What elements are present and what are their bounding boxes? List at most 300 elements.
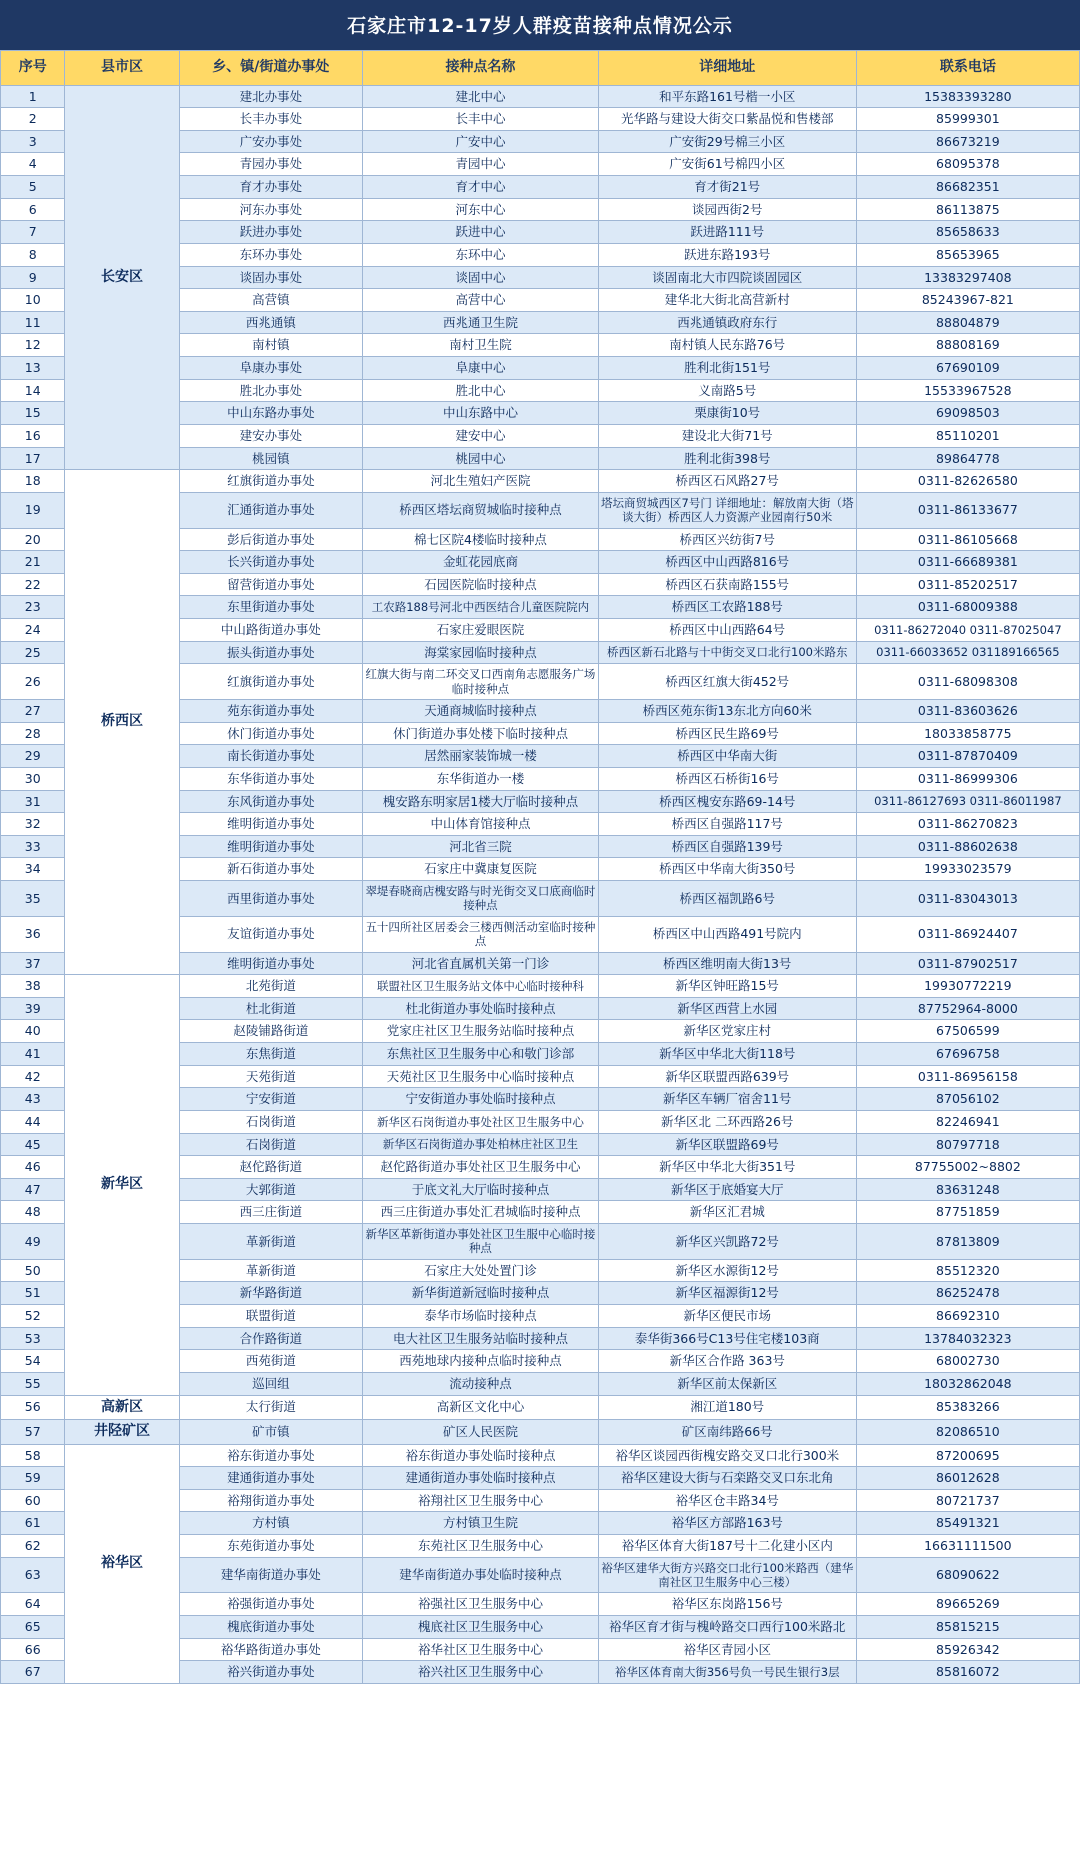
cell-street: 大郭街道 [179, 1178, 363, 1201]
cell-address: 裕华区体育南大街356号负一号民生银行3层 [598, 1661, 856, 1684]
cell-address: 桥西区工农路188号 [598, 596, 856, 619]
cell-street: 裕兴街道办事处 [179, 1661, 363, 1684]
cell-street: 建通街道办事处 [179, 1467, 363, 1490]
cell-phone: 87752964-8000 [856, 997, 1079, 1020]
cell-site-name: 新华区石岗街道办事处柏林庄社区卫生 [363, 1133, 599, 1156]
cell-site-name: 裕强社区卫生服务中心 [363, 1593, 599, 1616]
cell-address: 桥西区民生路69号 [598, 722, 856, 745]
cell-site-name: 海棠家园临时接种点 [363, 641, 599, 664]
cell-index: 42 [1, 1065, 65, 1088]
cell-address: 新华区中华北大街118号 [598, 1043, 856, 1066]
cell-phone: 85243967-821 [856, 289, 1079, 312]
cell-street: 宁安街道 [179, 1088, 363, 1111]
cell-phone: 86012628 [856, 1467, 1079, 1490]
cell-site-name: 联盟社区卫生服务站文体中心临时接种科 [363, 975, 599, 998]
cell-street: 西里街道办事处 [179, 881, 363, 917]
cell-phone: 0311-87902517 [856, 952, 1079, 975]
cell-site-name: 金虹花园底商 [363, 551, 599, 574]
cell-site-name: 裕兴社区卫生服务中心 [363, 1661, 599, 1684]
cell-phone: 0311-68098308 [856, 664, 1079, 700]
cell-phone: 0311-86127693 0311-86011987 [856, 790, 1079, 813]
cell-phone: 18033858775 [856, 722, 1079, 745]
cell-index: 5 [1, 176, 65, 199]
cell-phone: 13383297408 [856, 266, 1079, 289]
cell-street: 谈固办事处 [179, 266, 363, 289]
cell-index: 45 [1, 1133, 65, 1156]
table-row [1, 975, 1080, 998]
cell-street: 太行街道 [179, 1395, 363, 1420]
cell-phone: 67690109 [856, 357, 1079, 380]
cell-index: 26 [1, 664, 65, 700]
cell-index: 50 [1, 1259, 65, 1282]
cell-phone: 85383266 [856, 1395, 1079, 1420]
cell-phone: 85658633 [856, 221, 1079, 244]
cell-address: 新华区汇君城 [598, 1201, 856, 1224]
cell-site-name: 西兆通卫生院 [363, 311, 599, 334]
cell-index: 46 [1, 1156, 65, 1179]
cell-phone: 82246941 [856, 1110, 1079, 1133]
cell-district: 长安区 [65, 85, 179, 470]
cell-street: 东苑街道办事处 [179, 1535, 363, 1558]
cell-street: 振头街道办事处 [179, 641, 363, 664]
cell-address: 桥西区新石北路与十中街交叉口北行100米路东 [598, 641, 856, 664]
cell-address: 桥西区石风路27号 [598, 470, 856, 493]
cell-index: 47 [1, 1178, 65, 1201]
cell-address: 桥西区自强路117号 [598, 813, 856, 836]
cell-address: 育才街21号 [598, 176, 856, 199]
cell-address: 和平东路161号楷一小区 [598, 85, 856, 108]
cell-site-name: 赵佗路街道办事处社区卫生服务中心 [363, 1156, 599, 1179]
cell-phone: 86692310 [856, 1305, 1079, 1328]
cell-address: 新华区便民市场 [598, 1305, 856, 1328]
cell-address: 新华区西营上水园 [598, 997, 856, 1020]
cell-index: 53 [1, 1327, 65, 1350]
cell-index: 33 [1, 835, 65, 858]
cell-index: 12 [1, 334, 65, 357]
cell-street: 建安办事处 [179, 424, 363, 447]
cell-street: 彭后街道办事处 [179, 528, 363, 551]
cell-street: 胜北办事处 [179, 379, 363, 402]
table-row [1, 1420, 1080, 1445]
cell-address: 桥西区中华南大街 [598, 745, 856, 768]
cell-district: 井陉矿区 [65, 1420, 179, 1445]
cell-phone: 0311-86272040 0311-87025047 [856, 619, 1079, 642]
cell-index: 62 [1, 1535, 65, 1558]
cell-phone: 0311-68009388 [856, 596, 1079, 619]
cell-site-name: 新华区革新街道办事处社区卫生服中心临时接种点 [363, 1224, 599, 1260]
cell-site-name: 裕翔社区卫生服务中心 [363, 1489, 599, 1512]
cell-address: 新华区前太保新区 [598, 1372, 856, 1395]
cell-phone: 0311-87870409 [856, 745, 1079, 768]
cell-phone: 83631248 [856, 1178, 1079, 1201]
cell-address: 桥西区中华南大街350号 [598, 858, 856, 881]
cell-index: 16 [1, 424, 65, 447]
cell-phone: 68090622 [856, 1557, 1079, 1593]
cell-index: 64 [1, 1593, 65, 1616]
cell-site-name: 高新区文化中心 [363, 1395, 599, 1420]
table-header [1, 51, 1080, 86]
cell-district: 桥西区 [65, 470, 179, 975]
cell-phone: 0311-66033652 031189166565 [856, 641, 1079, 664]
cell-address: 新华区车辆厂宿舍11号 [598, 1088, 856, 1111]
cell-street: 长丰办事处 [179, 108, 363, 131]
cell-index: 57 [1, 1420, 65, 1445]
cell-phone: 85110201 [856, 424, 1079, 447]
cell-street: 高营镇 [179, 289, 363, 312]
table-row [1, 470, 1080, 493]
cell-site-name: 裕东街道办事处临时接种点 [363, 1444, 599, 1467]
cell-phone: 0311-86105668 [856, 528, 1079, 551]
cell-street: 东环办事处 [179, 243, 363, 266]
cell-phone: 0311-83603626 [856, 700, 1079, 723]
cell-address: 裕华区仓丰路34号 [598, 1489, 856, 1512]
cell-address: 桥西区自强路139号 [598, 835, 856, 858]
cell-phone: 87200695 [856, 1444, 1079, 1467]
cell-address: 桥西区红旗大街452号 [598, 664, 856, 700]
cell-index: 7 [1, 221, 65, 244]
cell-street: 联盟街道 [179, 1305, 363, 1328]
cell-index: 63 [1, 1557, 65, 1593]
cell-site-name: 棉七区院4楼临时接种点 [363, 528, 599, 551]
cell-street: 东焦街道 [179, 1043, 363, 1066]
cell-site-name: 青园中心 [363, 153, 599, 176]
cell-street: 中山东路办事处 [179, 402, 363, 425]
cell-site-name: 中山体育馆接种点 [363, 813, 599, 836]
cell-phone: 89864778 [856, 447, 1079, 470]
cell-street: 育才办事处 [179, 176, 363, 199]
cell-address: 新华区联盟西路639号 [598, 1065, 856, 1088]
cell-street: 东风街道办事处 [179, 790, 363, 813]
cell-site-name: 石家庄中冀康复医院 [363, 858, 599, 881]
cell-address: 义南路5号 [598, 379, 856, 402]
cell-street: 红旗街道办事处 [179, 470, 363, 493]
cell-phone: 68002730 [856, 1350, 1079, 1373]
cell-phone: 19930772219 [856, 975, 1079, 998]
cell-street: 西三庄街道 [179, 1201, 363, 1224]
cell-site-name: 育才中心 [363, 176, 599, 199]
cell-index: 37 [1, 952, 65, 975]
cell-phone: 88808169 [856, 334, 1079, 357]
cell-street: 石岗街道 [179, 1110, 363, 1133]
cell-address: 桥西区中山西路816号 [598, 551, 856, 574]
cell-site-name: 红旗大街与南二环交叉口西南角志愿服务广场临时接种点 [363, 664, 599, 700]
cell-index: 54 [1, 1350, 65, 1373]
cell-street: 青园办事处 [179, 153, 363, 176]
cell-site-name: 工农路188号河北中西医结合儿童医院院内 [363, 596, 599, 619]
cell-address: 胜利北街398号 [598, 447, 856, 470]
cell-street: 阜康办事处 [179, 357, 363, 380]
cell-phone: 80797718 [856, 1133, 1079, 1156]
cell-index: 22 [1, 573, 65, 596]
cell-address: 新华区兴凯路72号 [598, 1224, 856, 1260]
cell-address: 新华区于底婚宴大厅 [598, 1178, 856, 1201]
cell-district: 高新区 [65, 1395, 179, 1420]
cell-index: 6 [1, 198, 65, 221]
cell-address: 裕华区建设大街与石栾路交叉口东北角 [598, 1467, 856, 1490]
cell-street: 合作路街道 [179, 1327, 363, 1350]
cell-street: 东华街道办事处 [179, 767, 363, 790]
column-header-site-name: 接种点名称 [363, 51, 599, 86]
cell-street: 西兆通镇 [179, 311, 363, 334]
cell-index: 4 [1, 153, 65, 176]
cell-site-name: 东焦社区卫生服务中心和敬门诊部 [363, 1043, 599, 1066]
cell-site-name: 建北中心 [363, 85, 599, 108]
cell-street: 南村镇 [179, 334, 363, 357]
cell-street: 跃进办事处 [179, 221, 363, 244]
cell-address: 新华区北 二环西路26号 [598, 1110, 856, 1133]
cell-site-name: 建华南街道办事处临时接种点 [363, 1557, 599, 1593]
cell-address: 裕华区东岗路156号 [598, 1593, 856, 1616]
cell-index: 25 [1, 641, 65, 664]
cell-index: 52 [1, 1305, 65, 1328]
cell-site-name: 石园医院临时接种点 [363, 573, 599, 596]
cell-phone: 85653965 [856, 243, 1079, 266]
cell-site-name: 天通商城临时接种点 [363, 700, 599, 723]
cell-address: 谈园西街2号 [598, 198, 856, 221]
cell-street: 南长街道办事处 [179, 745, 363, 768]
cell-site-name: 矿区人民医院 [363, 1420, 599, 1445]
cell-index: 14 [1, 379, 65, 402]
cell-address: 光华路与建设大街交口紫晶悦和售楼部 [598, 108, 856, 131]
cell-index: 67 [1, 1661, 65, 1684]
cell-street: 维明街道办事处 [179, 952, 363, 975]
table-row [1, 85, 1080, 108]
column-header-district: 县市区 [65, 51, 179, 86]
cell-site-name: 石家庄爱眼医院 [363, 619, 599, 642]
cell-address: 裕华区育才街与槐岭路交口西行100米路北 [598, 1616, 856, 1639]
cell-street: 槐底街道办事处 [179, 1616, 363, 1639]
cell-address: 桥西区中山西路64号 [598, 619, 856, 642]
cell-district: 裕华区 [65, 1444, 179, 1683]
cell-phone: 67696758 [856, 1043, 1079, 1066]
cell-address: 新华区钟旺路15号 [598, 975, 856, 998]
cell-index: 13 [1, 357, 65, 380]
cell-index: 38 [1, 975, 65, 998]
cell-site-name: 党家庄社区卫生服务站临时接种点 [363, 1020, 599, 1043]
cell-index: 43 [1, 1088, 65, 1111]
cell-site-name: 阜康中心 [363, 357, 599, 380]
cell-address: 裕华区体育大街187号十二化建小区内 [598, 1535, 856, 1558]
cell-index: 29 [1, 745, 65, 768]
cell-address: 新华区合作路 363号 [598, 1350, 856, 1373]
cell-site-name: 电大社区卫生服务站临时接种点 [363, 1327, 599, 1350]
cell-index: 66 [1, 1638, 65, 1661]
cell-site-name: 中山东路中心 [363, 402, 599, 425]
cell-phone: 13784032323 [856, 1327, 1079, 1350]
cell-site-name: 裕华社区卫生服务中心 [363, 1638, 599, 1661]
cell-street: 革新街道 [179, 1259, 363, 1282]
table-row [1, 1444, 1080, 1467]
cell-address: 桥西区石获南路155号 [598, 573, 856, 596]
cell-address: 裕华区方部路163号 [598, 1512, 856, 1535]
cell-index: 15 [1, 402, 65, 425]
cell-index: 40 [1, 1020, 65, 1043]
cell-site-name: 翠堤春晓商店槐安路与时光街交叉口底商临时接种点 [363, 881, 599, 917]
cell-phone: 68095378 [856, 153, 1079, 176]
cell-phone: 87056102 [856, 1088, 1079, 1111]
cell-site-name: 河北生殖妇产医院 [363, 470, 599, 493]
cell-index: 24 [1, 619, 65, 642]
cell-index: 28 [1, 722, 65, 745]
cell-district: 新华区 [65, 975, 179, 1395]
cell-address: 新华区水源街12号 [598, 1259, 856, 1282]
cell-index: 65 [1, 1616, 65, 1639]
cell-phone: 85512320 [856, 1259, 1079, 1282]
cell-street: 赵佗路街道 [179, 1156, 363, 1179]
cell-phone: 85815215 [856, 1616, 1079, 1639]
cell-phone: 86252478 [856, 1282, 1079, 1305]
cell-street: 矿市镇 [179, 1420, 363, 1445]
cell-phone: 15533967528 [856, 379, 1079, 402]
cell-address: 广安街61号棉四小区 [598, 153, 856, 176]
cell-phone: 16631111500 [856, 1535, 1079, 1558]
cell-site-name: 高营中心 [363, 289, 599, 312]
cell-site-name: 流动接种点 [363, 1372, 599, 1395]
cell-index: 21 [1, 551, 65, 574]
cell-phone: 0311-88602638 [856, 835, 1079, 858]
cell-address: 裕华区青园小区 [598, 1638, 856, 1661]
cell-street: 新石街道办事处 [179, 858, 363, 881]
cell-site-name: 河东中心 [363, 198, 599, 221]
cell-address: 湘江道180号 [598, 1395, 856, 1420]
cell-phone: 82086510 [856, 1420, 1079, 1445]
cell-street: 桃园镇 [179, 447, 363, 470]
cell-phone: 0311-83043013 [856, 881, 1079, 917]
cell-index: 19 [1, 492, 65, 528]
cell-address: 桥西区福凯路6号 [598, 881, 856, 917]
column-header-street: 乡、镇/街道办事处 [179, 51, 363, 86]
cell-address: 桥西区苑东街13东北方向60米 [598, 700, 856, 723]
cell-phone: 85816072 [856, 1661, 1079, 1684]
cell-street: 新华路街道 [179, 1282, 363, 1305]
cell-phone: 0311-86999306 [856, 767, 1079, 790]
cell-index: 20 [1, 528, 65, 551]
cell-street: 裕强街道办事处 [179, 1593, 363, 1616]
cell-site-name: 槐底社区卫生服务中心 [363, 1616, 599, 1639]
cell-site-name: 建通街道办事处临时接种点 [363, 1467, 599, 1490]
cell-index: 17 [1, 447, 65, 470]
cell-site-name: 谈固中心 [363, 266, 599, 289]
cell-site-name: 南村卫生院 [363, 334, 599, 357]
cell-street: 中山路街道办事处 [179, 619, 363, 642]
table-row [1, 1395, 1080, 1420]
cell-index: 36 [1, 916, 65, 952]
cell-site-name: 长丰中心 [363, 108, 599, 131]
cell-site-name: 广安中心 [363, 130, 599, 153]
cell-phone: 86673219 [856, 130, 1079, 153]
cell-address: 新华区党家庄村 [598, 1020, 856, 1043]
cell-site-name: 杜北街道办事处临时接种点 [363, 997, 599, 1020]
cell-address: 胜利北街151号 [598, 357, 856, 380]
cell-phone: 0311-86956158 [856, 1065, 1079, 1088]
cell-index: 10 [1, 289, 65, 312]
cell-phone: 87751859 [856, 1201, 1079, 1224]
cell-street: 红旗街道办事处 [179, 664, 363, 700]
cell-site-name: 五十四所社区居委会三楼西侧活动室临时接种点 [363, 916, 599, 952]
cell-street: 杜北街道 [179, 997, 363, 1020]
cell-site-name: 休门街道办事处楼下临时接种点 [363, 722, 599, 745]
cell-site-name: 宁安街道办事处临时接种点 [363, 1088, 599, 1111]
cell-phone: 67506599 [856, 1020, 1079, 1043]
cell-address: 建设北大街71号 [598, 424, 856, 447]
cell-phone: 19933023579 [856, 858, 1079, 881]
cell-index: 18 [1, 470, 65, 493]
cell-site-name: 河北省三院 [363, 835, 599, 858]
cell-phone: 85999301 [856, 108, 1079, 131]
cell-phone: 85926342 [856, 1638, 1079, 1661]
cell-phone: 0311-86133677 [856, 492, 1079, 528]
cell-index: 56 [1, 1395, 65, 1420]
cell-phone: 0311-85202517 [856, 573, 1079, 596]
cell-phone: 0311-86270823 [856, 813, 1079, 836]
cell-index: 61 [1, 1512, 65, 1535]
cell-street: 革新街道 [179, 1224, 363, 1260]
cell-index: 30 [1, 767, 65, 790]
cell-site-name: 西三庄街道办事处汇君城临时接种点 [363, 1201, 599, 1224]
cell-street: 西苑街道 [179, 1350, 363, 1373]
cell-street: 苑东街道办事处 [179, 700, 363, 723]
cell-address: 桥西区中山西路491号院内 [598, 916, 856, 952]
cell-phone: 86113875 [856, 198, 1079, 221]
cell-address: 塔坛商贸城西区7号门 详细地址：解放南大街（塔谈大街）桥西区人力资源产业园南行50米 [598, 492, 856, 528]
cell-index: 8 [1, 243, 65, 266]
cell-site-name: 东华街道办一楼 [363, 767, 599, 790]
cell-phone: 0311-86924407 [856, 916, 1079, 952]
cell-index: 31 [1, 790, 65, 813]
cell-index: 27 [1, 700, 65, 723]
cell-street: 方村镇 [179, 1512, 363, 1535]
cell-address: 跃进路111号 [598, 221, 856, 244]
cell-index: 58 [1, 1444, 65, 1467]
cell-site-name: 桃园中心 [363, 447, 599, 470]
cell-site-name: 新华区石岗街道办事处社区卫生服务中心 [363, 1110, 599, 1133]
cell-street: 东里街道办事处 [179, 596, 363, 619]
cell-index: 23 [1, 596, 65, 619]
cell-index: 55 [1, 1372, 65, 1395]
cell-phone: 87755002~8802 [856, 1156, 1079, 1179]
cell-street: 巡回组 [179, 1372, 363, 1395]
cell-phone: 85491321 [856, 1512, 1079, 1535]
cell-address: 新华区中华北大街351号 [598, 1156, 856, 1179]
cell-site-name: 东环中心 [363, 243, 599, 266]
cell-site-name: 方村镇卫生院 [363, 1512, 599, 1535]
cell-phone: 88804879 [856, 311, 1079, 334]
cell-index: 48 [1, 1201, 65, 1224]
cell-phone: 87813809 [856, 1224, 1079, 1260]
cell-phone: 15383393280 [856, 85, 1079, 108]
cell-address: 泰华街366号C13号住宅楼103商 [598, 1327, 856, 1350]
cell-index: 34 [1, 858, 65, 881]
cell-index: 1 [1, 85, 65, 108]
cell-address: 新华区福源街12号 [598, 1282, 856, 1305]
page-title: 石家庄市12-17岁人群疫苗接种点情况公示 [0, 0, 1080, 50]
cell-phone: 0311-66689381 [856, 551, 1079, 574]
cell-address: 西兆通镇政府东行 [598, 311, 856, 334]
cell-address: 桥西区兴纺街7号 [598, 528, 856, 551]
cell-street: 裕翔街道办事处 [179, 1489, 363, 1512]
cell-site-name: 跃进中心 [363, 221, 599, 244]
cell-street: 休门街道办事处 [179, 722, 363, 745]
cell-site-name: 石家庄大处处置门诊 [363, 1259, 599, 1282]
cell-street: 裕华路街道办事处 [179, 1638, 363, 1661]
cell-index: 60 [1, 1489, 65, 1512]
cell-phone: 69098503 [856, 402, 1079, 425]
vaccination-site-table [0, 50, 1080, 1684]
cell-address: 矿区南纬路66号 [598, 1420, 856, 1445]
cell-address: 栗康街10号 [598, 402, 856, 425]
cell-street: 广安办事处 [179, 130, 363, 153]
cell-site-name: 西苑地球内接种点临时接种点 [363, 1350, 599, 1373]
